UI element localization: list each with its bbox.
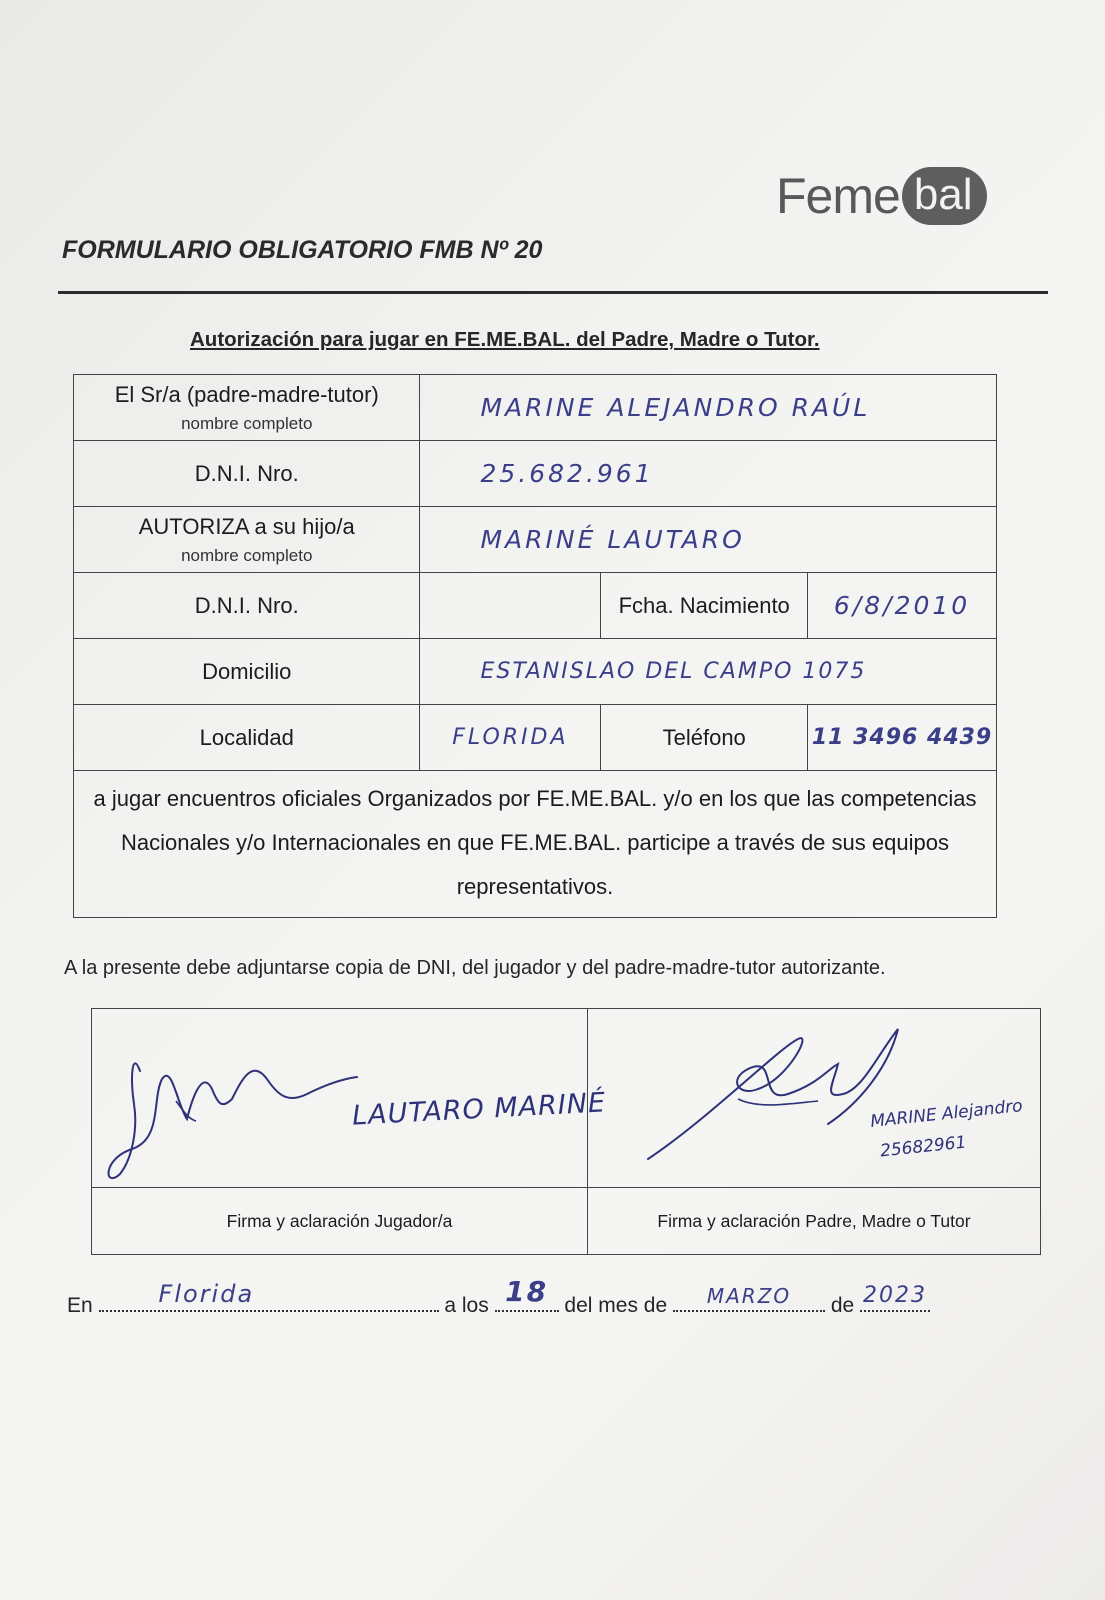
year-field[interactable] <box>860 1283 930 1312</box>
parent-clarification-name: MARINE Alejandro <box>869 1096 1024 1132</box>
child-label-cell <box>74 507 420 573</box>
place-field[interactable] <box>99 1280 439 1312</box>
birth-date-field[interactable]: 6/8/2010 <box>808 573 997 639</box>
header-divider <box>58 291 1048 294</box>
player-signature-box[interactable] <box>92 1009 607 1188</box>
parent-dni-row <box>74 441 997 507</box>
parent-sublabel: nombre completo <box>181 413 313 433</box>
phone-field[interactable]: 11 3496 4439 <box>808 705 997 771</box>
signature-table <box>91 1008 1041 1255</box>
signature-caption-row <box>92 1188 1041 1255</box>
city-phone-row <box>74 705 997 771</box>
place-value: Florida <box>158 1280 255 1308</box>
child-name-row <box>74 507 997 573</box>
form-title: FORMULARIO OBLIGATORIO FMB Nº 20 <box>62 236 543 264</box>
paragraph-row <box>74 771 997 918</box>
child-dni-field[interactable] <box>420 573 601 639</box>
logo-text: Feme <box>776 168 900 224</box>
attachment-note: A la presente debe adjuntarse copia de DNI, del jugador y del padre-madre-tutor autorizante. <box>64 957 886 979</box>
form-subtitle: Autorización para jugar en FE.ME.BAL. del Padre, Madre o Tutor. <box>190 328 820 351</box>
child-sublabel: nombre completo <box>181 545 313 565</box>
child-dni-label: D.N.I. Nro. <box>74 573 420 639</box>
player-signature-caption: Firma y aclaración Jugador/a <box>92 1188 588 1255</box>
mes-label: del mes de <box>564 1294 668 1317</box>
logo-pill-text: bal <box>902 167 987 225</box>
day-field[interactable] <box>495 1275 559 1312</box>
child-dni-row <box>74 573 997 639</box>
phone-label: Teléfono <box>601 705 808 771</box>
year-value: 2023 <box>863 1283 928 1308</box>
parent-signature-image <box>588 1009 1041 1187</box>
month-value: MARZO <box>706 1284 792 1308</box>
city-field[interactable]: FLORIDA <box>420 705 601 771</box>
femebal-logo <box>776 160 987 232</box>
month-field[interactable] <box>673 1284 825 1312</box>
parent-name-row <box>74 375 997 441</box>
player-clarification: LAUTARO MARINÉ <box>351 1087 607 1132</box>
birth-date-label: Fcha. Nacimiento <box>601 573 808 639</box>
authorization-table <box>73 374 997 918</box>
parent-signature-box[interactable] <box>588 1009 1041 1188</box>
parent-signature-caption: Firma y aclaración Padre, Madre o Tutor <box>588 1188 1041 1255</box>
child-label: AUTORIZA a su hijo/a <box>138 513 355 539</box>
child-name-field[interactable]: MARINÉ LAUTARO <box>420 507 997 573</box>
day-value: 18 <box>505 1275 549 1308</box>
address-field[interactable]: ESTANISLAO DEL CAMPO 1075 <box>420 639 997 705</box>
signature-row <box>92 1009 1041 1188</box>
parent-dni-label: D.N.I. Nro. <box>74 441 420 507</box>
parent-name-field[interactable]: MARINE ALEJANDRO RAÚL <box>420 375 997 441</box>
city-label: Localidad <box>74 705 420 771</box>
de-label: de <box>830 1294 855 1317</box>
parent-clarification-dni: 25682961 <box>879 1132 968 1162</box>
parent-label-cell <box>74 375 420 441</box>
address-row <box>74 639 997 705</box>
authorization-paragraph: a jugar encuentros oficiales Organizados por FE.ME.BAL. y/o en los que las competencias Nacionales y/o Internacionales en que FE.ME.BAL. participe a través de sus equipos representativos. <box>74 771 997 918</box>
en-label: En <box>67 1294 93 1317</box>
date-place-line <box>67 1275 930 1318</box>
address-label: Domicilio <box>74 639 420 705</box>
a-los-label: a los <box>444 1294 489 1317</box>
parent-label: El Sr/a (padre-madre-tutor) <box>114 381 379 407</box>
parent-dni-field[interactable]: 25.682.961 <box>420 441 997 507</box>
